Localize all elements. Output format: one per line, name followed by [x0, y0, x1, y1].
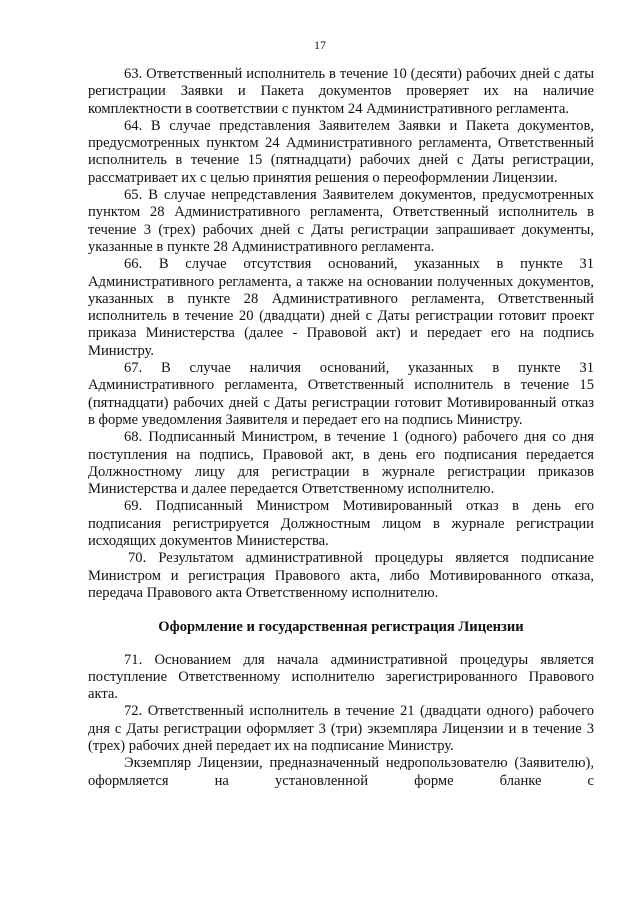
paragraph-65: 65. В случае непредставления Заявителем документов, предусмотренных пунктом 28 Административного регламента, Ответственный исполнитель в течение 3 (трех) рабочих дней с Даты регистрации запрашивает документы, указанные в пункте 28 Административного регламента. — [88, 187, 594, 255]
page-number: 17 — [314, 38, 326, 52]
paragraph-license-copy: Экземпляр Лицензии, предназначенный недропользователю (Заявителю), оформляется на установленной форме бланке с — [88, 755, 594, 789]
document-body — [88, 66, 594, 790]
paragraph-72: 72. Ответственный исполнитель в течение 21 (двадцати одного) рабочего дня с Даты регистрации оформляет 3 (три) экземпляра Лицензии и в течение 3 (трех) рабочих дней передает их на подписание Министру. — [88, 703, 594, 754]
section-heading: Оформление и государственная регистрация Лицензии — [158, 619, 524, 636]
paragraph-69: 69. Подписанный Министром Мотивированный отказ в день его подписания регистрируется Должностным лицом в журнале регистрации исходящих документов Министерства. — [88, 498, 594, 550]
paragraph-63: 63. Ответственный исполнитель в течение 10 (десяти) рабочих дней с даты регистрации Заявки и Пакета документов проверяет их на наличие комплектности в соответствии с пунктом 24 Административного регламента. — [88, 66, 594, 117]
paragraph-68: 68. Подписанный Министром, в течение 1 (одного) рабочего дня со дня поступления на подпись, Правовой акт, в день его подписания передается Должностному лицу для регистрации в журнале регистрации приказов Министерства и далее передается Ответственному исполнителю. — [88, 429, 594, 498]
paragraph-66: 66. В случае отсутствия оснований, указанных в пункте 31 Административного регламента, а также на основании полученных документов, указанных в пункте 28 Административного регламента, Ответственный исполнитель в течение 20 (двадцати) дней с Даты регистрации готовит проект приказа Министерства (далее - Правовой акт) и передает его на подпись Министру. — [88, 256, 594, 359]
paragraph-71: 71. Основанием для начала административной процедуры является поступление Ответственному исполнителю зарегистрированного Правового акта. — [88, 651, 594, 703]
paragraph-64: 64. В случае представления Заявителем Заявки и Пакета документов, предусмотренных пунктом 24 Административного регламента, Ответственный исполнитель в течение 15 (пятнадцати) рабочих дней с Даты регистрации, рассматривает их с целью принятия решения о переоформлении Лицензии. — [88, 117, 594, 186]
paragraph-70: 70. Результатом административной процедуры является подписание Министром и регистрация Правового акта, либо Мотивированного отказа, передача Правового акта Ответственному исполнителю. — [88, 550, 594, 601]
paragraph-67: 67. В случае наличия оснований, указанных в пункте 31 Административного регламента, Ответственный исполнитель в течение 15 (пятнадцати) рабочих дней с Даты регистрации готовит Мотивированный отказ в форме уведомления Заявителя и передает его на подпись Министру. — [88, 360, 594, 428]
